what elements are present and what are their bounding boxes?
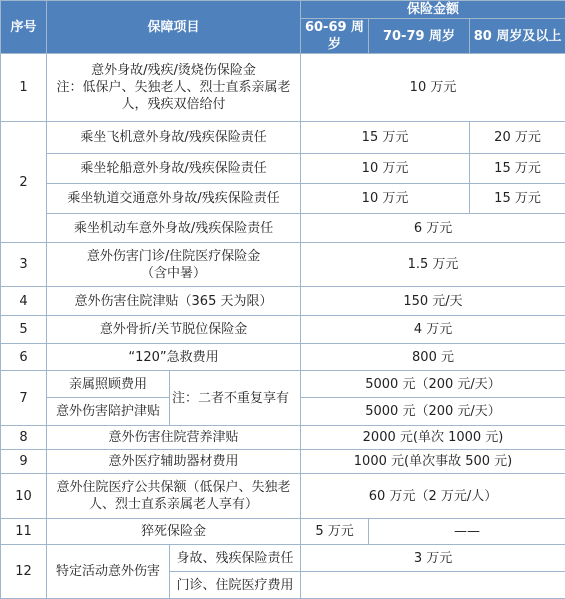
row-item: 意外伤害门诊/住院医疗保险金 bbox=[86, 248, 261, 264]
row-amount: 6 万元 bbox=[301, 214, 565, 243]
row-item: 猝死保险金 bbox=[47, 519, 301, 545]
row-item: 意外身故/残疾/烫烧伤保险金 bbox=[91, 63, 256, 78]
row-sub-item: 门诊、住院医疗费用 bbox=[170, 572, 301, 599]
row-note: 注：二者不重复享有 bbox=[170, 371, 301, 426]
header-index: 序号 bbox=[1, 1, 47, 54]
row-index: 7 bbox=[1, 371, 47, 426]
row-item: 乘坐飞机意外身故/残疾保险责任 bbox=[47, 122, 301, 154]
row-amount: 5000 元（200 元/天） bbox=[301, 371, 565, 398]
row-sub-item: 身故、残疾保险责任 bbox=[170, 545, 301, 572]
row-item-cell bbox=[47, 54, 301, 122]
row-item: 亲属照顾费用 bbox=[47, 371, 170, 398]
row-index: 6 bbox=[1, 344, 47, 371]
row-amount: 4 万元 bbox=[301, 316, 565, 344]
row-item: 意外骨折/关节脱位保险金 bbox=[47, 316, 301, 344]
row-index: 10 bbox=[1, 474, 47, 519]
header-age-80-plus: 80 周岁及以上 bbox=[470, 19, 565, 54]
row-item: 意外伤害住院津贴（365 天为限） bbox=[47, 287, 301, 316]
row-index: 1 bbox=[1, 54, 47, 122]
row-amount: 3 万元 bbox=[301, 545, 565, 572]
row-amount: 1000 元(单次事故 500 元) bbox=[301, 450, 565, 474]
row-item: 乘坐轨道交通意外身故/残疾保险责任 bbox=[47, 184, 301, 214]
row-amount: 10 万元 bbox=[301, 184, 470, 214]
row-amount: 15 万元 bbox=[470, 184, 565, 214]
row-amount: 5 万元 bbox=[301, 519, 369, 545]
row-item-sub: （含中暑） bbox=[141, 265, 207, 281]
row-amount: 2000 元(单次 1000 元) bbox=[301, 426, 565, 450]
row-item: “120”急救费用 bbox=[47, 344, 301, 371]
row-amount: 1.5 万元 bbox=[301, 243, 565, 287]
row-item: 乘坐轮船意外身故/残疾保险责任 bbox=[47, 154, 301, 184]
row-amount: 5000 元（200 元/天） bbox=[301, 398, 565, 426]
row-index: 9 bbox=[1, 450, 47, 474]
row-index: 3 bbox=[1, 243, 47, 287]
row-amount: 10 万元 bbox=[301, 154, 470, 184]
header-amount: 保险金额 bbox=[301, 1, 565, 19]
row-amount: 20 万元 bbox=[470, 122, 565, 154]
row-index: 8 bbox=[1, 426, 47, 450]
row-index: 2 bbox=[1, 122, 47, 243]
row-amount: —— bbox=[369, 519, 565, 545]
row-amount-empty bbox=[301, 572, 565, 599]
row-item: 特定活动意外伤害 bbox=[47, 545, 170, 599]
row-item: 意外住院医疗公共保额（低保户、失独老人、烈士直系亲属老人享有） bbox=[47, 474, 301, 519]
row-item: 意外伤害住院营养津贴 bbox=[47, 426, 301, 450]
header-item: 保障项目 bbox=[47, 1, 301, 54]
row-amount: 10 万元 bbox=[301, 54, 565, 122]
row-item-cell bbox=[47, 243, 301, 287]
row-item: 意外医疗辅助器材费用 bbox=[47, 450, 301, 474]
row-index: 5 bbox=[1, 316, 47, 344]
row-note: 注：低保户、失独老人、烈士直系亲属老人，残疾双倍给付 bbox=[56, 80, 291, 112]
header-age-70-79: 70-79 周岁 bbox=[369, 19, 470, 54]
row-amount: 800 元 bbox=[301, 344, 565, 371]
row-amount: 15 万元 bbox=[301, 122, 470, 154]
row-item: 乘坐机动车意外身故/残疾保险责任 bbox=[47, 214, 301, 243]
row-index: 11 bbox=[1, 519, 47, 545]
row-amount: 15 万元 bbox=[470, 154, 565, 184]
row-index: 4 bbox=[1, 287, 47, 316]
header-age-60-69: 60-69 周岁 bbox=[301, 19, 369, 54]
row-amount: 60 万元（2 万元/人） bbox=[301, 474, 565, 519]
row-amount: 150 元/天 bbox=[301, 287, 565, 316]
row-item: 意外伤害陪护津贴 bbox=[47, 398, 170, 426]
row-index: 12 bbox=[1, 545, 47, 599]
